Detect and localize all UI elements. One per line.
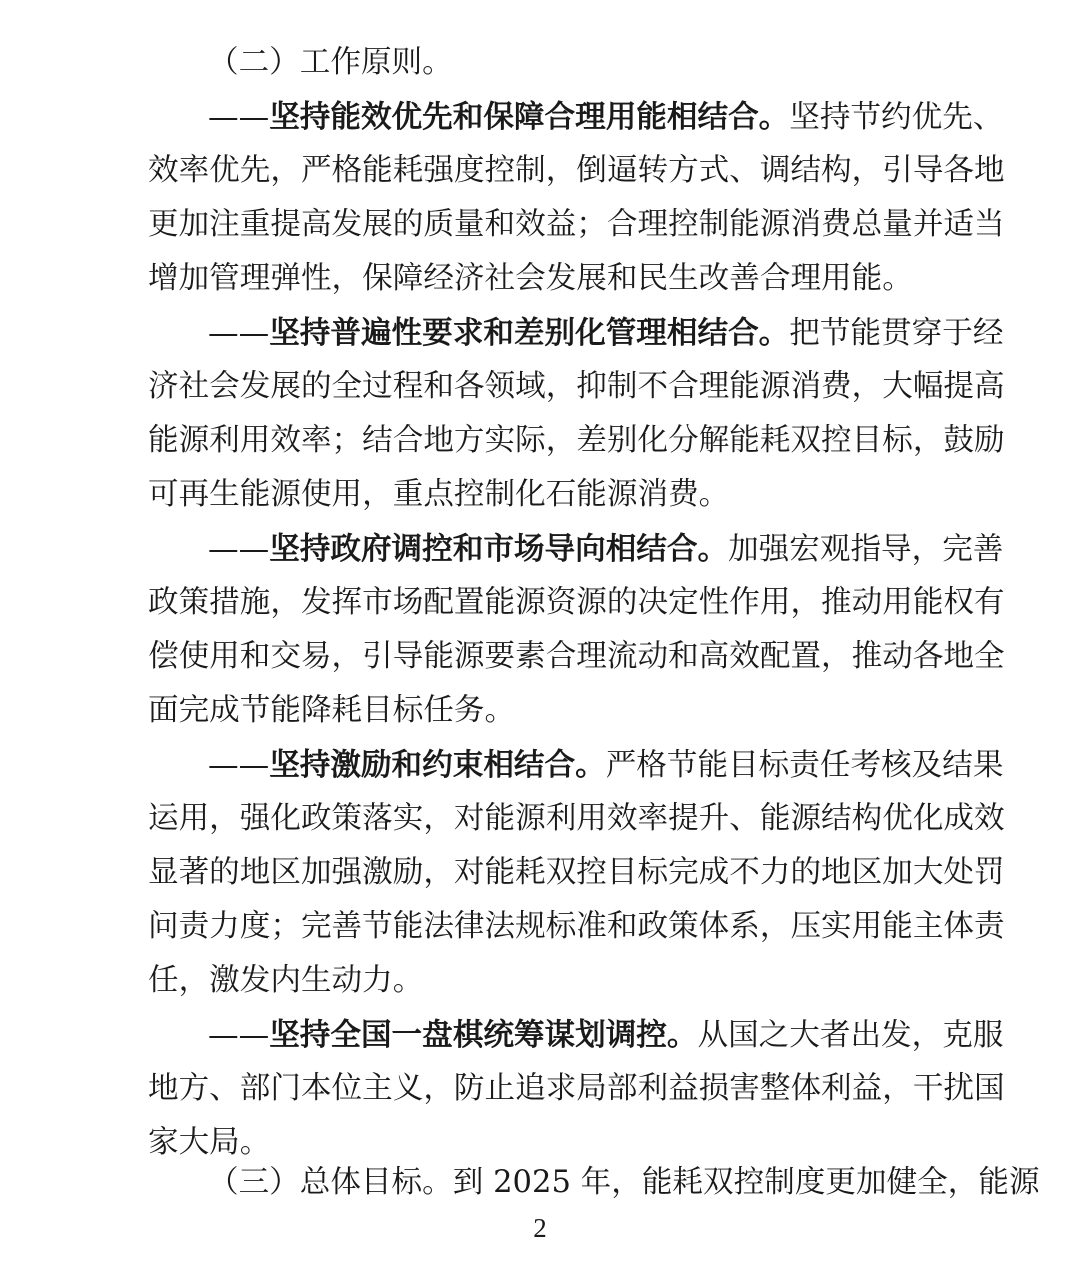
dash-lead: —— — [208, 1018, 270, 1053]
line-text: 增加管理弹性，保障经济社会发展和民生改善合理用能。 — [148, 261, 913, 296]
line-text: 济社会发展的全过程和各领域，抑制不合理能源消费，大幅提高 — [148, 369, 1005, 404]
line-text: 任，激发内生动力。 — [148, 963, 424, 998]
line-text: 问责力度；完善节能法律法规标准和政策体系，压实用能主体责 — [148, 909, 1005, 944]
paragraph-line — [148, 360, 1005, 414]
principle-title: 坚持能效优先和保障合理用能相结合。 — [269, 99, 790, 135]
paragraph-line — [148, 900, 1005, 954]
line-text: 偿使用和交易，引导能源要素合理流动和高效配置，推动各地全 — [148, 639, 1005, 674]
paragraph-line — [148, 630, 1005, 684]
line-text: 加强宏观指导，完善 — [728, 532, 1004, 567]
paragraph-line — [148, 252, 934, 306]
line-text: 运用，强化政策落实，对能源利用效率提升、能源结构优化成效 — [148, 801, 1005, 836]
principle-heading-line — [208, 522, 1004, 576]
paragraph-line — [148, 792, 1005, 846]
principle-title: 坚持激励和约束相结合。 — [269, 747, 606, 783]
dash-lead: —— — [208, 532, 270, 567]
line-text: 显著的地区加强激励，对能耗双控目标完成不力的地区加大处罚 — [148, 855, 1005, 890]
paragraph-line — [148, 576, 1005, 630]
principle-title: 坚持全国一盘棋统筹谋划调控。 — [269, 1017, 698, 1053]
dash-lead: —— — [208, 748, 270, 783]
paragraph-line — [148, 144, 1005, 198]
dash-lead: —— — [208, 316, 270, 351]
principle-title: 坚持普遍性要求和差别化管理相结合。 — [269, 315, 790, 351]
line-text: 能源利用效率；结合地方实际，差别化分解能耗双控目标，鼓励 — [148, 423, 1005, 458]
line-text: 更加注重提高发展的质量和效益；合理控制能源消费总量并适当 — [148, 207, 1005, 242]
section-heading-work-principles — [208, 36, 934, 90]
paragraph-line — [148, 1062, 1005, 1116]
paragraph-line — [148, 468, 934, 522]
line-text: 家大局。 — [148, 1125, 271, 1160]
principle-heading-line — [208, 738, 1004, 792]
line-text: 从国之大者出发，克服 — [697, 1018, 1004, 1053]
line-text: 可再生能源使用，重点控制化石能源消费。 — [148, 477, 730, 512]
line-text: 把节能贯穿于经 — [789, 316, 1004, 351]
paragraph-line — [148, 684, 934, 738]
paragraph-line — [148, 846, 1005, 900]
principle-heading-line — [208, 306, 1004, 360]
paragraph-line — [148, 198, 1005, 252]
principle-heading-line — [208, 1008, 1004, 1062]
line-text: 严格节能目标责任考核及结果 — [605, 748, 1004, 783]
principle-heading-line — [208, 90, 1004, 144]
line-text: 坚持节约优先、 — [789, 100, 1004, 135]
paragraph-line — [148, 954, 934, 1008]
line-text: （二）工作原则。 — [208, 45, 453, 80]
line-text: 效率优先，严格能耗强度控制，倒逼转方式、调结构，引导各地 — [148, 153, 1005, 188]
line-text: （三）总体目标。到 2025 年，能耗双控制度更加健全，能源 — [208, 1165, 1040, 1200]
line-text: 政策措施，发挥市场配置能源资源的决定性作用，推动用能权有 — [148, 585, 1005, 620]
principle-title: 坚持政府调控和市场导向相结合。 — [269, 531, 729, 567]
dash-lead: —— — [208, 100, 270, 135]
paragraph-line — [148, 414, 1005, 468]
section-heading-overall-goals — [208, 1156, 1040, 1210]
page-number: 2 — [533, 1213, 547, 1243]
line-text: 地方、部门本位主义，防止追求局部利益损害整体利益，干扰国 — [148, 1071, 1005, 1106]
line-text: 面完成节能降耗目标任务。 — [148, 693, 516, 728]
